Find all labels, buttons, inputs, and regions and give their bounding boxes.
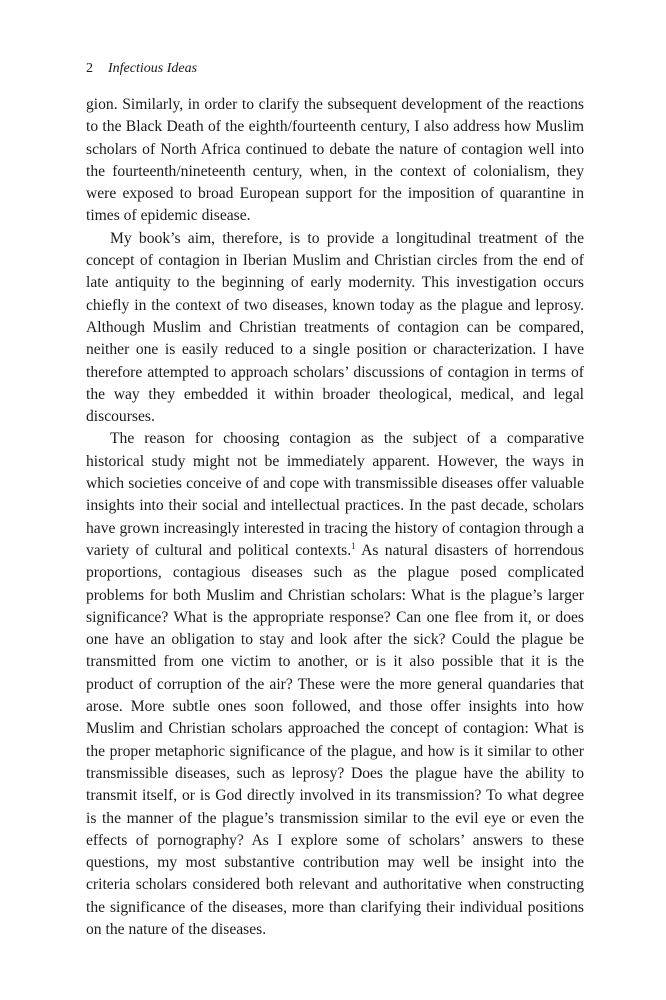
paragraph-continued: gion. Similarly, in order to clarify the subsequent development of the reactions to the Black Death of the eighth/fourteenth century, I also address how Muslim scholars of North Africa continued to debate the nature of contagion well into the fourteenth/nineteenth century, when, in the context of colonialism, they were exposed to broad European support for the imposition of quarantine in times of epidemic disease. (86, 96, 584, 225)
book-page (86, 60, 584, 941)
running-head-title: Infectious Ideas (108, 61, 198, 76)
paragraph-text-after-note: As natural disasters of horrendous proportions, contagious diseases such as the plague posed complicated problems for both Muslim and Christian scholars: What is the plague’s larger significance? What is the appropriate response? Can one flee from it, or does one have an obligation to stay and look after the sick? Could the plague be transmitted from one victim to another, or is it also possible that it is the product of corruption of the air? These were the more general quandaries that arose. More subtle ones soon followed, and those offer insights into how Muslim and Christian scholars approached the concept of contagion: What is the proper metaphoric significance of the plague, and how is it similar to other transmissible diseases, such as leprosy? Does the plague have the ability to transmit itself, or is God directly involved in its transmission? To what degree is the manner of the plague’s transmission similar to the evil eye or even the effects of pornography? As I explore some of scholars’ answers to these questions, my most substantive contribution may well be insight into the criteria scholars considered both relevant and authoritative when constructing the significance of the diseases, more than clarifying their individual positions on the nature of the diseases. (86, 541, 584, 938)
footnote-reference[interactable]: 1 (351, 540, 356, 551)
page-number: 2 (86, 61, 93, 76)
paragraph-reason-contagion (86, 428, 584, 941)
running-head (86, 60, 584, 78)
paragraph-book-aim: My book’s aim, therefore, is to provide a longitudinal treatment of the concept of contagion in Iberian Muslim and Christian circles from the end of late antiquity to the beginning of early modernity. This investigation occurs chiefly in the context of two diseases, known today as the plague and leprosy. Although Muslim and Christian treatments of contagion can be compared, neither one is easily reduced to a single position or characterization. I have therefore attempted to approach scholars’ discussions of contagion in terms of the way they embedded it within broader theological, medical, and legal discourses. (86, 229, 584, 426)
paragraph-text-before-note: The reason for choosing contagion as the subject of a comparative historical study might not be immediately apparent. However, the ways in which societies conceive of and cope with transmissible diseases offer valuable insights into their social and intellectual practices. In the past decade, scholars have grown increasingly interested in tracing the history of contagion through a variety of cultural and political contexts. (86, 430, 584, 559)
